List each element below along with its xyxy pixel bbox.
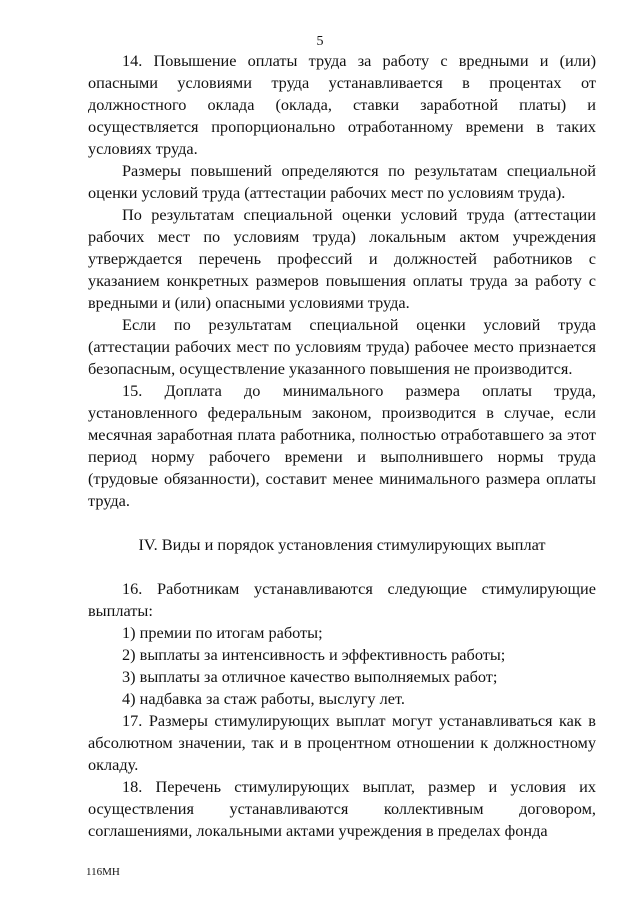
page-number: 5 xyxy=(316,34,324,49)
paragraph-14-d: Если по результатам специальной оценки условий труда (аттестации рабочих мест по условиям труда) рабочее место признается безопасным, осуществление указанного повышения не производится. xyxy=(88,315,596,378)
list-item: 2) выплаты за интенсивность и эффективность работы; xyxy=(122,645,506,664)
footer-document-code: 116МН xyxy=(86,866,120,878)
paragraph-16: 16. Работникам устанавливаются следующие стимулирующие выплаты: xyxy=(88,579,596,620)
list-item: 3) выплаты за отличное качество выполняемых работ; xyxy=(122,667,498,686)
list-item: 4) надбавка за стаж работы, выслугу лет. xyxy=(122,689,405,708)
list-item: 1) премии по итогам работы; xyxy=(122,623,323,642)
paragraph-18: 18. Перечень стимулирующих выплат, размер и условия их осуществления устанавливаются коллективным договором, соглашениями, локальными актами учреждения в пределах фонда xyxy=(88,777,596,840)
section-iv-heading: IV. Виды и порядок установления стимулирующих выплат xyxy=(138,535,546,554)
paragraph-17: 17. Размеры стимулирующих выплат могут устанавливаться как в абсолютном значении, так и в процентном отношении к должностному окладу. xyxy=(88,711,596,774)
paragraph-15: 15. Доплата до минимального размера оплаты труда, установленного федеральным законом, производится в случае, если месячная заработная плата работника, полностью отработавшего за этот период норму рабочего времени и выполнившего нормы труда (трудовые обязанности), составит менее минимального размера оплаты труда. xyxy=(88,381,596,510)
document-body xyxy=(88,50,596,842)
paragraph-14-c: По результатам специальной оценки условий труда (аттестации рабочих мест по условиям труда) локальным актом учреждения утверждается перечень профессий и должностей работников с указанием конкретных размеров повышения оплаты труда за работу с вредными и (или) опасными условиями труда. xyxy=(88,205,596,312)
paragraph-14-b: Размеры повышений определяются по результатам специальной оценки условий труда (аттестации рабочих мест по условиям труда). xyxy=(88,161,596,202)
paragraph-14-a: 14. Повышение оплаты труда за работу с вредными и (или) опасными условиями труда устанавливается в процентах от должностного оклада (оклада, ставки заработной платы) и осуществляется пропорционально отработанному времени в таких условиях труда. xyxy=(88,51,596,158)
